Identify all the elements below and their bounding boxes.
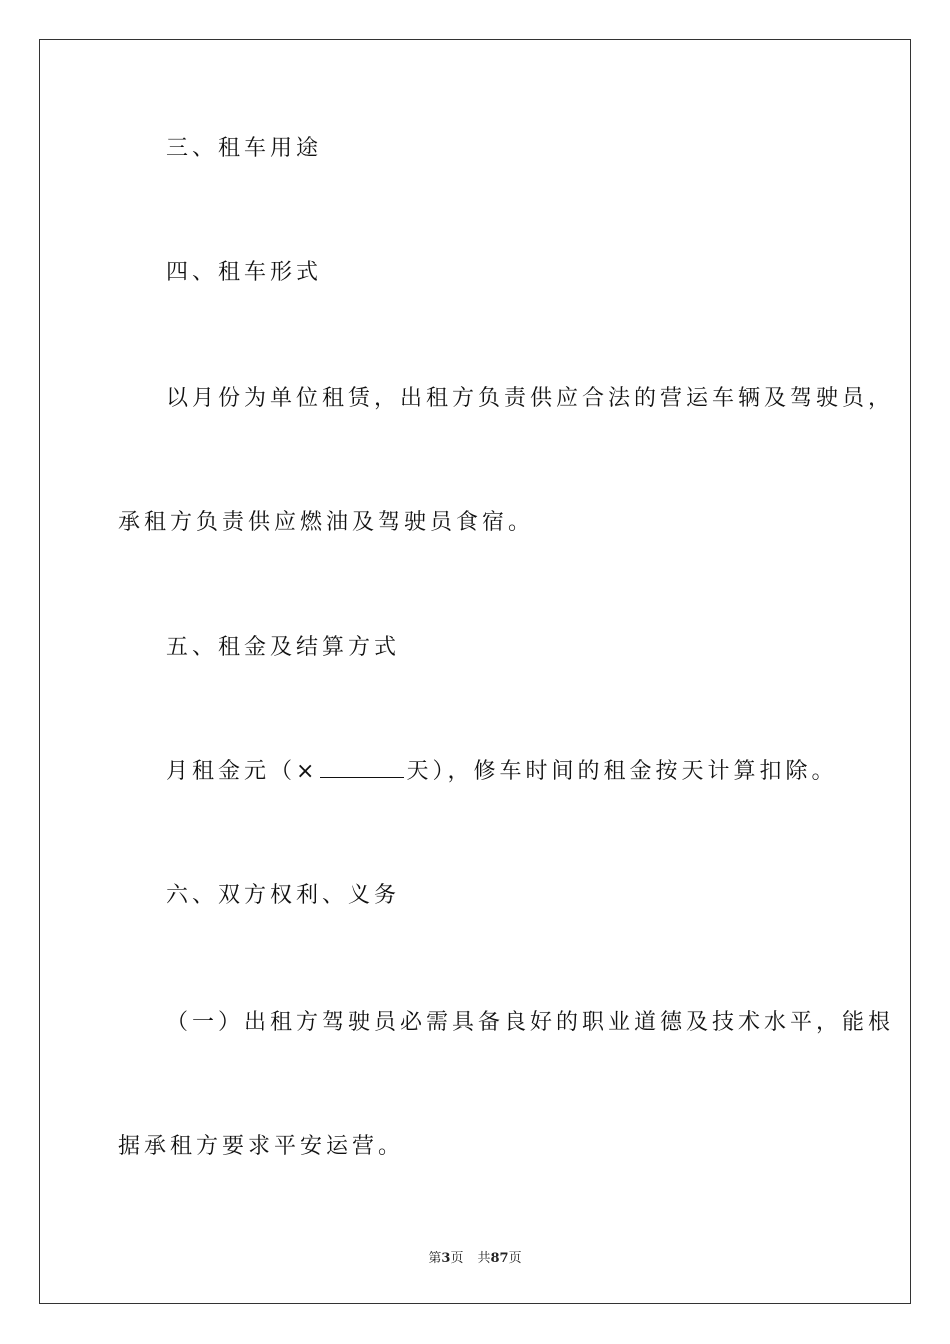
fill-in-blank — [320, 759, 404, 778]
rent-text-after: 天），修车时间的租金按天计算扣除。 — [406, 759, 838, 784]
paragraph-line: 据承租方要求平安运营。 — [118, 1134, 405, 1159]
section-heading-rent-settlement: 五、租金及结算方式 — [166, 635, 401, 660]
section-heading-rental-purpose: 三、租车用途 — [166, 136, 323, 161]
total-prefix: 共 — [477, 1251, 491, 1266]
rent-paragraph — [166, 757, 837, 787]
paragraph-line: 承租方负责供应燃油及驾驶员食宿。 — [118, 510, 535, 535]
section-heading-rental-form: 四、租车形式 — [166, 260, 323, 285]
page-prefix: 第 — [428, 1251, 442, 1266]
paragraph-line: （一）出租方驾驶员必需具备良好的职业道德及技术水平，能根 — [166, 1010, 895, 1035]
section-heading-rights-obligations: 六、双方权利、义务 — [166, 883, 401, 908]
total-pages: 87 — [490, 1251, 509, 1266]
total-suffix: 页 — [508, 1251, 522, 1266]
page-border — [39, 39, 911, 1304]
page-number: 3 — [441, 1251, 451, 1266]
page-suffix: 页 — [450, 1251, 464, 1266]
rent-text-before: 月租金元（× — [166, 759, 319, 784]
page-footer — [0, 1247, 950, 1266]
paragraph-line: 以月份为单位租赁，出租方负责供应合法的营运车辆及驾驶员， — [166, 386, 895, 411]
